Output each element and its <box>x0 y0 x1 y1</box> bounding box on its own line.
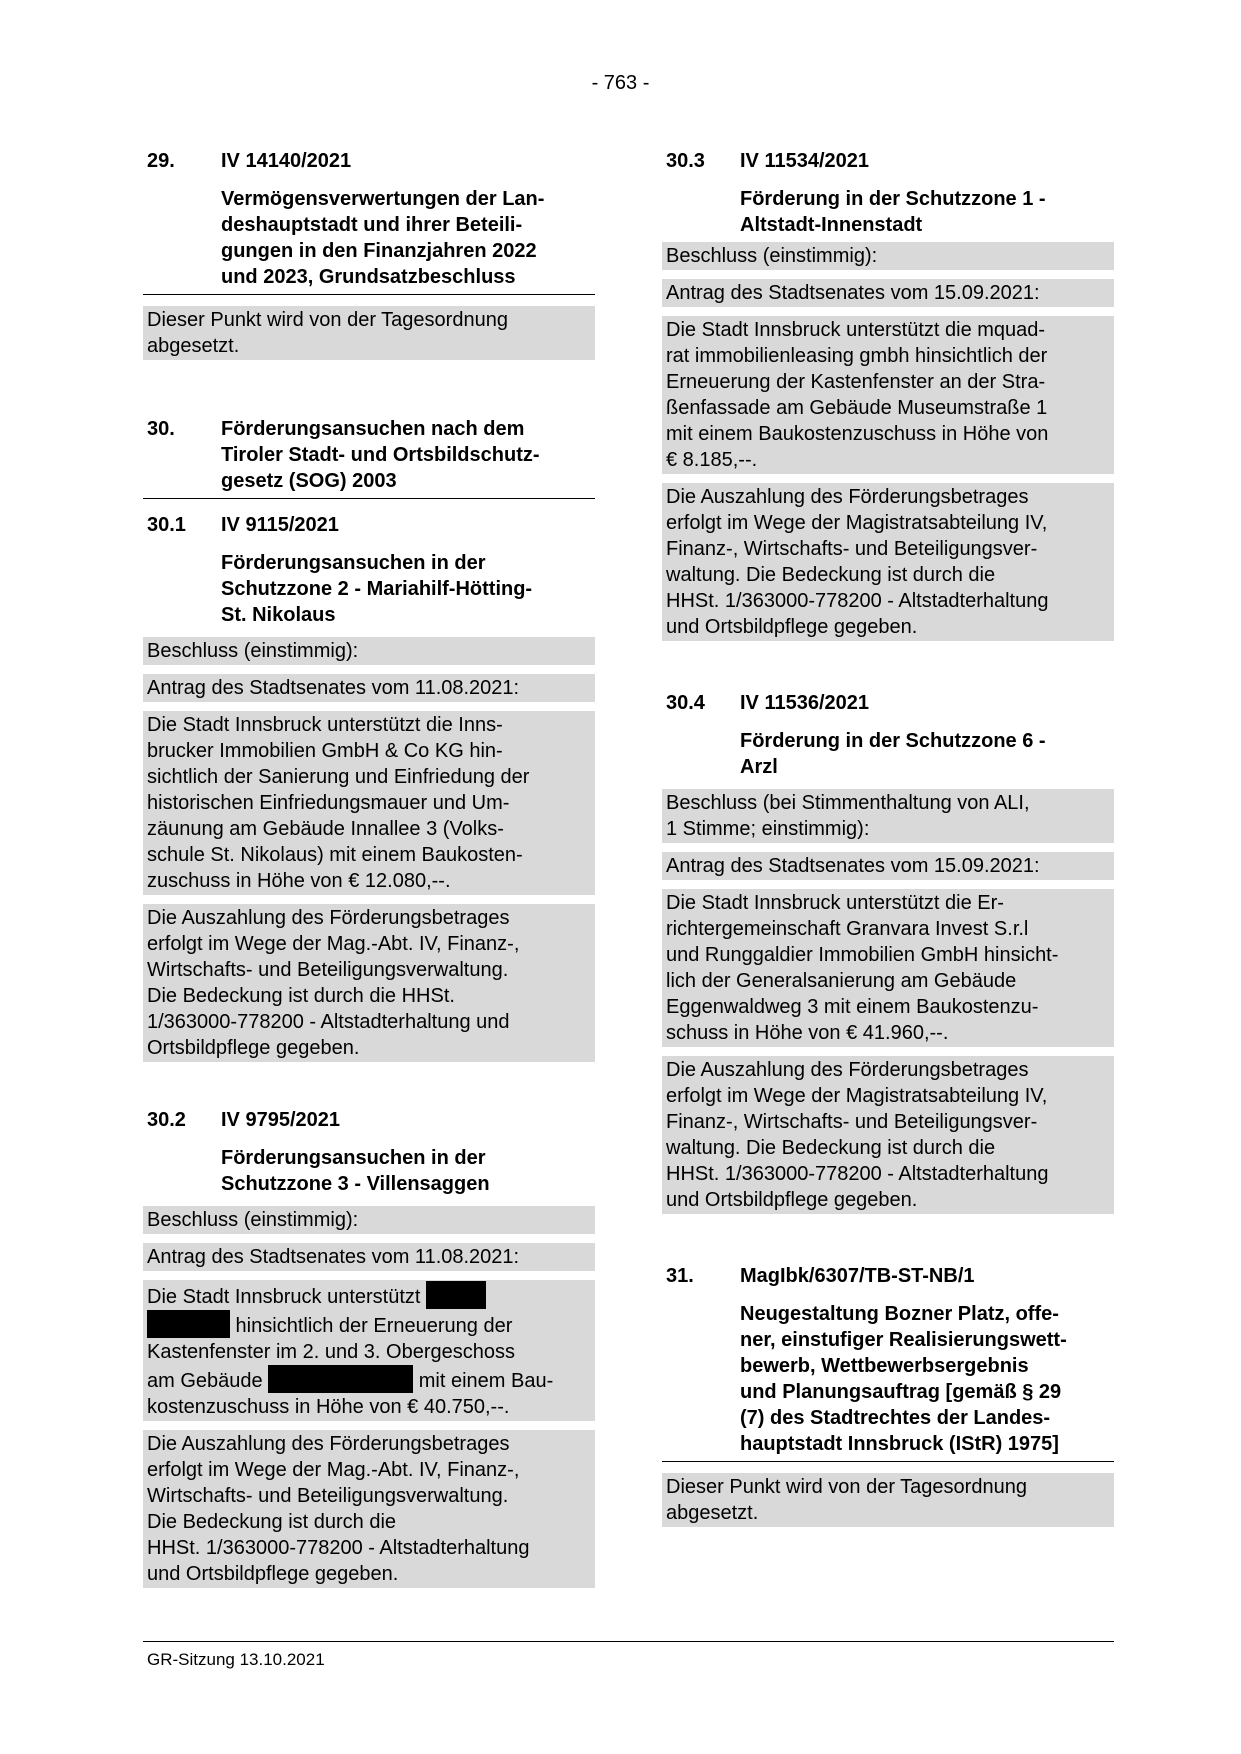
text-line: Die Auszahlung des Förderungsbetrages <box>666 1059 1029 1081</box>
title-line: hauptstadt Innsbruck (IStR) 1975] <box>740 1433 1059 1455</box>
title-line: Förderungsansuchen in der <box>221 1147 486 1169</box>
item-title <box>662 186 1114 238</box>
item-number: 31. <box>666 1265 694 1287</box>
text-line: Die Stadt Innsbruck unterstützt die mquad- <box>666 319 1046 341</box>
item-30-3 <box>662 148 1114 641</box>
text-line: erfolgt im Wege der Magistratsabteilung IV, <box>666 1085 1048 1107</box>
title-line: Förderung in der Schutzzone 1 - <box>740 188 1046 210</box>
text-line: abgesetzt. <box>147 335 240 357</box>
item-heading <box>662 690 1114 716</box>
item-heading <box>143 416 595 494</box>
title-line: deshauptstadt und ihrer Beteili- <box>221 214 523 236</box>
resolution-box: Beschluss (einstimmig): <box>662 242 1114 270</box>
text-line <box>147 1281 591 1310</box>
text-line: Kastenfenster im 2. und 3. Obergeschoss <box>147 1341 515 1363</box>
title-line: gungen in den Finanzjahren 2022 <box>221 240 537 262</box>
title-line: gesetz (SOG) 2003 <box>221 470 397 492</box>
item-30-4 <box>662 690 1114 1214</box>
text-line: Die Bedeckung ist durch die <box>147 1511 397 1533</box>
text-line: und Ortsbildpflege gegeben. <box>666 1189 918 1211</box>
item-title <box>662 728 1114 780</box>
text-line: Wirtschafts- und Beteiligungsverwaltung. <box>147 959 509 981</box>
text-line: Die Stadt Innsbruck unterstützt die Er- <box>666 892 1004 914</box>
text-line: zäunung am Gebäude Innallee 3 (Volks- <box>147 818 504 840</box>
item-title <box>143 186 595 290</box>
text-line: Finanz-, Wirtschafts- und Beteiligungsver- <box>666 538 1038 560</box>
title-line: Tiroler Stadt- und Ortsbildschutz- <box>221 444 540 466</box>
text-line: HHSt. 1/363000-778200 - Altstadterhaltung <box>666 1163 1049 1185</box>
title-line: St. Nikolaus <box>221 604 336 626</box>
text-line: waltung. Die Bedeckung ist durch die <box>666 564 996 586</box>
item-title <box>662 1301 1114 1457</box>
resolution-box: Beschluss (einstimmig): <box>143 1206 595 1234</box>
title-line: Förderungsansuchen nach dem <box>221 418 525 440</box>
payment-text <box>662 1056 1114 1214</box>
item-heading <box>143 1107 595 1133</box>
status-box <box>662 1473 1114 1527</box>
text-line: zuschuss in Höhe von € 12.080,--. <box>147 870 451 892</box>
text-line: waltung. Die Bedeckung ist durch die <box>666 1137 996 1159</box>
text-line: historischen Einfriedungsmauer und Um- <box>147 792 510 814</box>
divider <box>662 1461 1114 1462</box>
item-code: MagIbk/6307/TB-ST-NB/1 <box>740 1265 975 1287</box>
text-line: schuss in Höhe von € 41.960,--. <box>666 1022 949 1044</box>
title-line: Förderungsansuchen in der <box>221 552 486 574</box>
title-line: und 2023, Grundsatzbeschluss <box>221 266 516 288</box>
footer-divider <box>143 1641 1114 1642</box>
item-title <box>221 416 591 494</box>
left-column <box>143 148 595 1588</box>
item-number: 29. <box>147 150 175 172</box>
item-code: IV 11534/2021 <box>740 150 870 172</box>
redaction-block <box>147 1310 230 1338</box>
title-line: Vermögensverwertungen der Lan- <box>221 188 545 210</box>
divider <box>143 498 595 499</box>
payment-text <box>143 904 595 1062</box>
text-line: Dieser Punkt wird von der Tagesordnung <box>666 1476 1027 1498</box>
text-line: Beschluss (bei Stimmenthaltung von ALI, <box>666 792 1030 814</box>
item-code: IV 14140/2021 <box>221 150 352 172</box>
item-number: 30. <box>147 418 175 440</box>
text-line: Ortsbildpflege gegeben. <box>147 1037 360 1059</box>
text-line: und Ortsbildpflege gegeben. <box>666 616 918 638</box>
divider <box>143 294 595 295</box>
text-line: Eggenwaldweg 3 mit einem Baukostenzu- <box>666 996 1039 1018</box>
text-line: Die Stadt Innsbruck unterstützt die Inns- <box>147 714 503 736</box>
text-line: 1 Stimme; einstimmig): <box>666 818 870 840</box>
title-line: Arzl <box>740 756 778 778</box>
item-31 <box>662 1263 1114 1527</box>
decision-text <box>143 1280 595 1421</box>
text-line: und Runggaldier Immobilien GmbH hinsicht- <box>666 944 1059 966</box>
payment-text <box>662 483 1114 641</box>
item-heading <box>662 1263 1114 1289</box>
page-number: - 763 - <box>591 72 650 94</box>
text-line: Die Auszahlung des Förderungsbetrages <box>147 1433 510 1455</box>
item-title <box>143 550 595 628</box>
text-line: Finanz-, Wirtschafts- und Beteiligungsver- <box>666 1111 1038 1133</box>
status-box <box>143 306 595 360</box>
text-span: mit einem Bau- <box>413 1370 554 1392</box>
decision-text <box>662 316 1114 474</box>
text-line: kostenzuschuss in Höhe von € 40.750,--. <box>147 1396 510 1418</box>
right-column <box>662 148 1114 1527</box>
text-line: brucker Immobilien GmbH & Co KG hin- <box>147 740 503 762</box>
title-line: ner, einstufiger Realisierungswett- <box>740 1329 1067 1351</box>
item-29 <box>143 148 595 360</box>
item-heading <box>662 148 1114 174</box>
text-line: rat immobilienleasing gmbh hinsichtlich der <box>666 345 1048 367</box>
title-line: Altstadt-Innenstadt <box>740 214 923 236</box>
text-line: erfolgt im Wege der Mag.-Abt. IV, Finanz-, <box>147 1459 520 1481</box>
text-line: 1/363000-778200 - Altstadterhaltung und <box>147 1011 510 1033</box>
text-line: sichtlich der Sanierung und Einfriedung der <box>147 766 530 788</box>
text-line: Die Auszahlung des Förderungsbetrages <box>147 907 510 929</box>
decision-text <box>662 889 1114 1047</box>
motion-box: Antrag des Stadtsenates vom 15.09.2021: <box>662 279 1114 307</box>
text-line: erfolgt im Wege der Magistratsabteilung IV, <box>666 512 1048 534</box>
title-line: (7) des Stadtrechtes der Landes- <box>740 1407 1051 1429</box>
item-code: IV 11536/2021 <box>740 692 870 714</box>
text-line: und Ortsbildpflege gegeben. <box>147 1563 399 1585</box>
title-line: Schutzzone 3 - Villensaggen <box>221 1173 490 1195</box>
text-line: € 8.185,--. <box>666 449 758 471</box>
motion-box: Antrag des Stadtsenates vom 15.09.2021: <box>662 852 1114 880</box>
resolution-box <box>662 789 1114 843</box>
item-30-2 <box>143 1107 595 1588</box>
resolution-box: Beschluss (einstimmig): <box>143 637 595 665</box>
text-line: HHSt. 1/363000-778200 - Altstadterhaltung <box>666 590 1049 612</box>
item-code: IV 9795/2021 <box>221 1109 340 1131</box>
item-number: 30.3 <box>666 150 705 172</box>
text-line: schule St. Nikolaus) mit einem Baukosten- <box>147 844 523 866</box>
redaction-block <box>268 1365 413 1393</box>
motion-box: Antrag des Stadtsenates vom 11.08.2021: <box>143 1243 595 1271</box>
item-heading <box>143 512 595 538</box>
title-line: und Planungsauftrag [gemäß § 29 <box>740 1381 1062 1403</box>
text-line: Die Auszahlung des Förderungsbetrages <box>666 486 1029 508</box>
text-span: Die Stadt Innsbruck unterstützt <box>147 1286 421 1308</box>
text-line: Erneuerung der Kastenfenster an der Stra- <box>666 371 1046 393</box>
redaction-block <box>426 1281 486 1309</box>
title-line: Förderung in der Schutzzone 6 - <box>740 730 1046 752</box>
motion-box: Antrag des Stadtsenates vom 11.08.2021: <box>143 674 595 702</box>
item-title <box>143 1145 595 1197</box>
text-line <box>147 1310 591 1339</box>
item-number: 30.1 <box>147 514 186 536</box>
text-line <box>147 1365 591 1394</box>
footer-text: GR-Sitzung 13.10.2021 <box>147 1650 325 1669</box>
text-line: mit einem Baukostenzuschuss in Höhe von <box>666 423 1049 445</box>
item-30 <box>143 416 595 499</box>
item-number: 30.2 <box>147 1109 186 1131</box>
item-number: 30.4 <box>666 692 705 714</box>
text-line: HHSt. 1/363000-778200 - Altstadterhaltung <box>147 1537 530 1559</box>
decision-text <box>143 711 595 895</box>
title-line: Neugestaltung Bozner Platz, offe- <box>740 1303 1059 1325</box>
item-code: IV 9115/2021 <box>221 514 339 536</box>
text-line: erfolgt im Wege der Mag.-Abt. IV, Finanz-, <box>147 933 520 955</box>
text-span: hinsichtlich der Erneuerung der <box>230 1315 513 1337</box>
text-line: abgesetzt. <box>666 1502 759 1524</box>
text-line: ßenfassade am Gebäude Museumstraße 1 <box>666 397 1048 419</box>
item-30-1 <box>143 512 595 1062</box>
payment-text <box>143 1430 595 1588</box>
title-line: Schutzzone 2 - Mariahilf-Hötting- <box>221 578 533 600</box>
text-line: lich der Generalsanierung am Gebäude <box>666 970 1017 992</box>
title-line: bewerb, Wettbewerbsergebnis <box>740 1355 1029 1377</box>
item-heading <box>143 148 595 174</box>
text-line: Wirtschafts- und Beteiligungsverwaltung. <box>147 1485 509 1507</box>
text-span: am Gebäude <box>147 1370 263 1392</box>
text-line: richtergemeinschaft Granvara Invest S.r.l <box>666 918 1029 940</box>
text-line: Die Bedeckung ist durch die HHSt. <box>147 985 455 1007</box>
text-line: Dieser Punkt wird von der Tagesordnung <box>147 309 508 331</box>
